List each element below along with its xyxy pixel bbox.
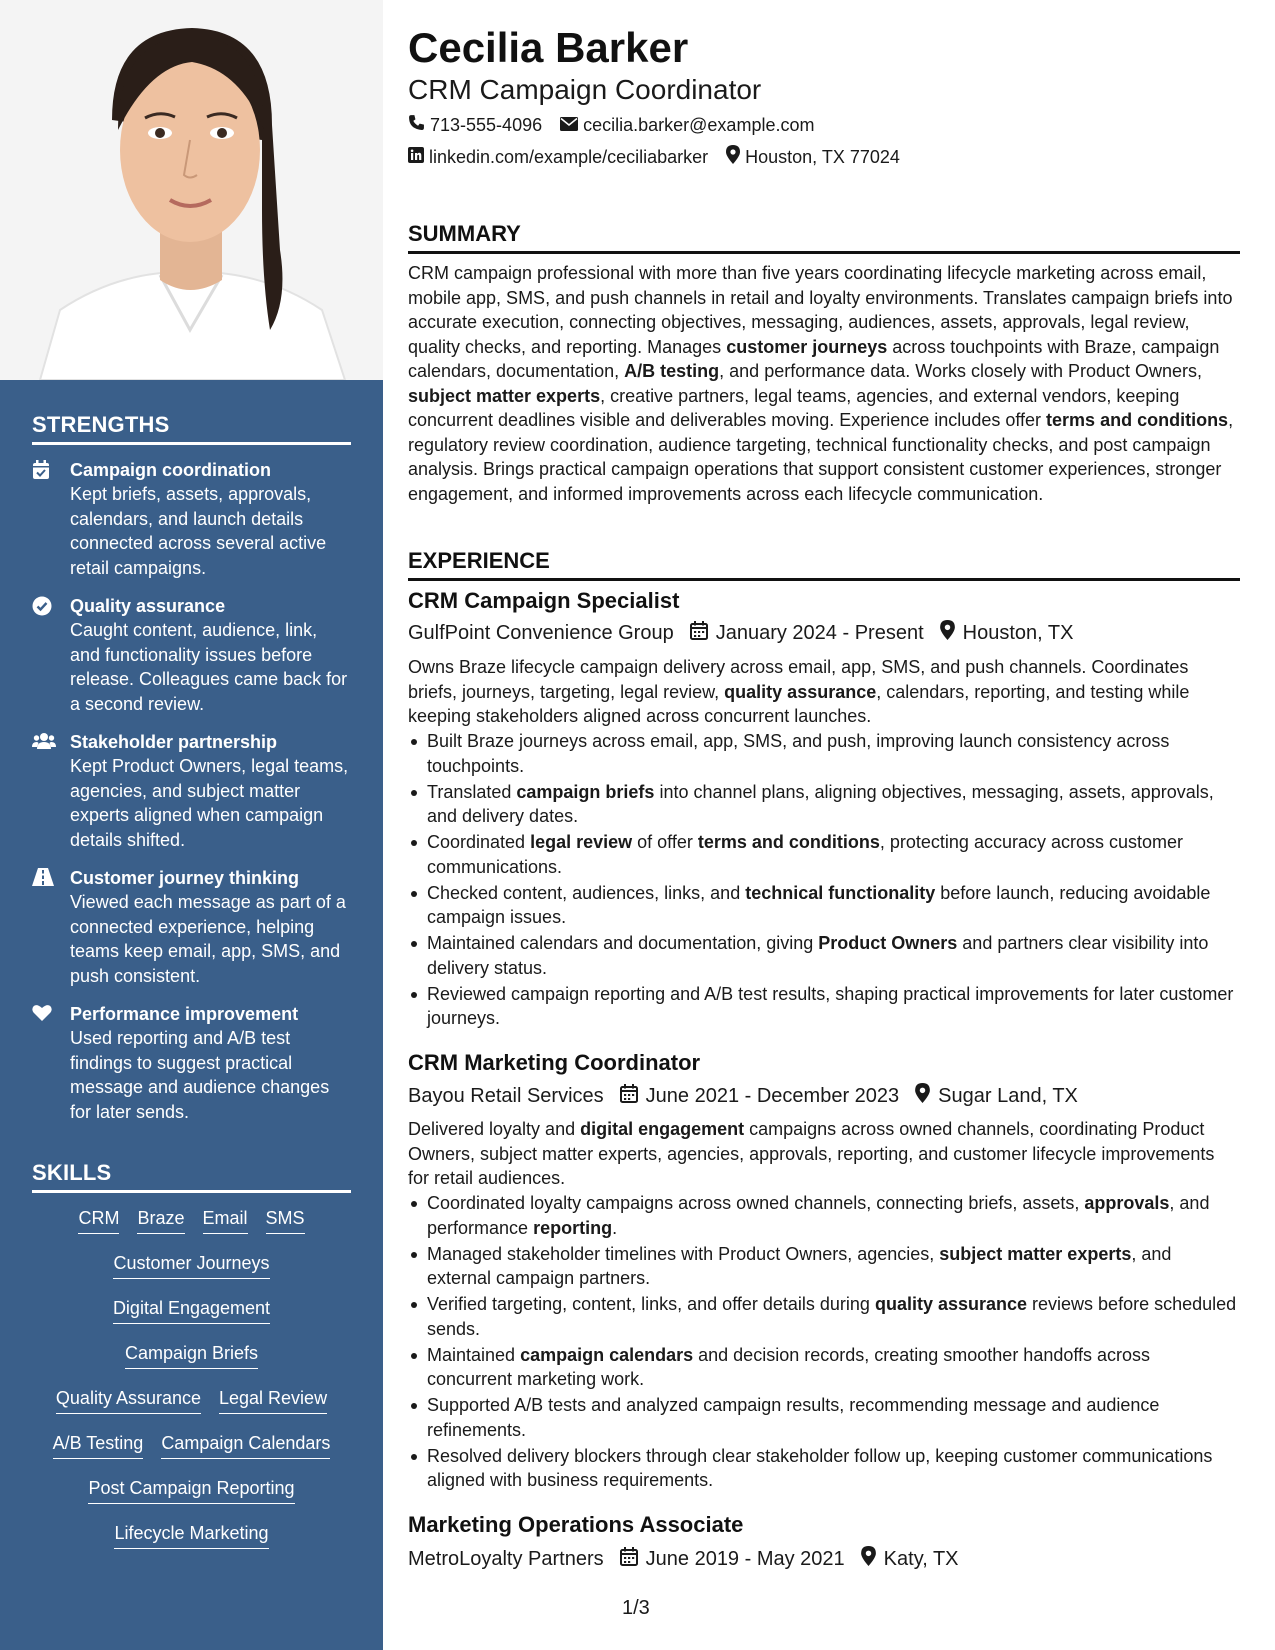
skill-tag: Lifecycle Marketing — [114, 1520, 268, 1549]
skill-tag: Email — [203, 1205, 248, 1234]
bullet-item: Coordinated loyalty campaigns across owned channels, connecting briefs, assets, approvals, and performance reporting. — [408, 1191, 1240, 1240]
heart-icon — [32, 1002, 70, 1124]
calendar-check-icon — [32, 458, 70, 580]
skill-tag: Campaign Calendars — [161, 1430, 330, 1459]
calendar-icon — [620, 1084, 638, 1109]
envelope-icon — [560, 115, 578, 136]
bullet-item: Coordinated legal review of offer terms and conditions, protecting accuracy across customer communications. — [408, 830, 1240, 879]
strength-desc: Used reporting and A/B test findings to suggest practical message and audience changes for later sends. — [70, 1028, 330, 1122]
strength-item — [32, 1002, 351, 1124]
phone-item — [408, 114, 542, 136]
calendar-icon — [690, 621, 708, 646]
job-meta — [408, 1083, 1094, 1109]
calendar-icon — [620, 1547, 638, 1572]
job-title: CRM Marketing Coordinator — [408, 1050, 701, 1075]
strength-desc: Kept Product Owners, legal teams, agencies, and subject matter experts aligned when campaign details shifted. — [70, 756, 349, 850]
bullet-item: Built Braze journeys across email, app, SMS, and push, improving launch consistency across touchpoints. — [408, 729, 1240, 778]
summary-part: , creative partners, legal teams, agencies, and external vendors, keeping concurrent deadlines visible and deliverables moving. Experience includes offer — [408, 385, 1180, 430]
skill-tag: Braze — [137, 1205, 184, 1234]
strength-title: Performance improvement — [70, 1004, 299, 1024]
strength-item — [32, 594, 351, 716]
job-location: Houston, TX — [962, 621, 1074, 644]
intro-part: digital engagement — [580, 1119, 745, 1139]
intro-part: campaigns across owned channels, coordinating Product Owners, subject matter experts, agencies, approvals, reporting, and customer lifecycle improvements for retail audiences. — [408, 1119, 1215, 1188]
strength-title: Campaign coordination — [70, 460, 272, 480]
summary-part: across touchpoints with Braze, campaign calendars, documentation, — [408, 336, 1220, 381]
strength-title: Stakeholder partnership — [70, 732, 278, 752]
summary-text — [408, 261, 1240, 506]
linkedin-icon — [408, 147, 424, 168]
skill-tag: Customer Journeys — [113, 1250, 269, 1279]
intro-part: quality assurance — [724, 681, 877, 702]
skill-row — [32, 1250, 351, 1295]
bullet-item: Verified targeting, content, links, and offer details during quality assurance reviews before scheduled sends. — [408, 1292, 1240, 1341]
intro-part: Delivered loyalty and — [408, 1119, 581, 1139]
skill-row — [32, 1385, 351, 1430]
strength-item — [32, 866, 351, 988]
summary-part: customer journeys — [726, 336, 888, 357]
skill-row — [32, 1340, 351, 1385]
job-bullets — [408, 729, 1240, 1032]
profile-photo — [0, 0, 383, 380]
skill-tag: Legal Review — [219, 1385, 327, 1414]
skill-row — [32, 1295, 351, 1340]
job-location: Katy, TX — [883, 1547, 959, 1570]
skill-tag: SMS — [266, 1205, 305, 1234]
skill-tag: Digital Engagement — [113, 1295, 270, 1324]
job-intro — [408, 655, 1240, 729]
job-intro — [408, 1117, 1240, 1191]
phone-icon — [408, 114, 425, 136]
candidate-name: Cecilia Barker — [408, 24, 689, 71]
job-location: Sugar Land, TX — [938, 1084, 1078, 1107]
map-pin-icon — [915, 1083, 930, 1109]
contact-row — [408, 145, 900, 169]
map-pin-icon — [940, 620, 955, 646]
bullet-item: Supported A/B tests and analyzed campaign results, recommending message and audience refinements. — [408, 1393, 1240, 1442]
bullet-item: Managed stakeholder timelines with Product Owners, agencies, subject matter experts, and external campaign partners. — [408, 1242, 1240, 1291]
contact-row — [408, 114, 814, 136]
company-name: MetroLoyalty Partners — [408, 1547, 604, 1570]
job-bullets — [408, 1191, 1240, 1494]
map-pin-icon — [861, 1546, 876, 1572]
skill-row — [32, 1430, 351, 1475]
skill-row — [32, 1475, 351, 1520]
strength-desc: Caught content, audience, link, and functionality issues before release. Colleagues came back for a second review. — [70, 620, 348, 714]
road-icon — [32, 866, 70, 988]
page-number: 1/3 — [622, 1597, 650, 1619]
bullet-item: Checked content, audiences, links, and technical functionality before launch, reducing avoidable campaign issues. — [408, 881, 1240, 930]
skill-tag: CRM — [78, 1205, 119, 1234]
map-pin-icon — [726, 145, 740, 169]
intro-part: Owns Braze lifecycle campaign delivery across email, app, SMS, and push channels. Coordinates briefs, journeys, targeting, legal review, — [408, 657, 1189, 702]
company-name: GulfPoint Convenience Group — [408, 621, 674, 644]
linkedin-item — [408, 147, 708, 168]
sidebar — [0, 0, 383, 1650]
job-meta — [408, 620, 1089, 646]
strengths-heading: STRENGTHS — [32, 412, 351, 445]
skills-heading: SKILLS — [32, 1160, 351, 1193]
experience-heading: EXPERIENCE — [408, 548, 1240, 581]
strength-item — [32, 458, 351, 580]
bullet-item: Reviewed campaign reporting and A/B test results, shaping practical improvements for later customer journeys. — [408, 982, 1240, 1031]
location-item — [726, 145, 900, 169]
bullet-item: Translated campaign briefs into channel plans, aligning objectives, messaging, assets, approvals, and delivery dates. — [408, 780, 1240, 829]
summary-part: subject matter experts — [408, 385, 601, 406]
candidate-role: CRM Campaign Coordinator — [408, 74, 762, 105]
summary-part: A/B testing — [624, 361, 720, 381]
email-item — [560, 115, 814, 136]
summary-part: terms and conditions — [1046, 410, 1229, 430]
strength-title: Customer journey thinking — [70, 868, 300, 888]
phone-text[interactable]: 713-555-4096 — [430, 114, 543, 135]
summary-part: CRM campaign professional with more than five years coordinating lifecycle marketing across email, mobile app, SMS, and push channels in retail and loyalty environments. Translates campaign briefs into accurate execution, connecting objectives, messaging, audiences, assets, approvals, legal review, quality checks, and reporting. Manages — [408, 263, 1233, 357]
check-circle-icon — [32, 594, 70, 716]
skill-tag: Quality Assurance — [56, 1385, 201, 1414]
strengths-list — [32, 458, 351, 1138]
job-title: Marketing Operations Associate — [408, 1512, 744, 1537]
company-name: Bayou Retail Services — [408, 1084, 604, 1107]
email-text[interactable]: cecilia.barker@example.com — [583, 114, 815, 135]
summary-part: , regulatory review coordination, audience targeting, technical functionality checks, and post campaign analysis. Brings practical campaign operations that support consistent customer experiences, stronger engagement, and informed improvements across each lifecycle communication. — [408, 410, 1234, 504]
strength-desc: Viewed each message as part of a connected experience, helping teams keep email, app, SMS, and push consistent. — [70, 892, 346, 986]
bullet-item: Resolved delivery blockers through clear stakeholder follow up, keeping customer communications aligned with business requirements. — [408, 1444, 1240, 1493]
summary-heading: SUMMARY — [408, 221, 1240, 254]
linkedin-text[interactable]: linkedin.com/example/ceciliabarker — [429, 146, 709, 167]
bullet-item: Maintained calendars and documentation, giving Product Owners and partners clear visibility into delivery status. — [408, 931, 1240, 980]
job-dates: January 2024 - Present — [715, 621, 924, 644]
skills-list — [32, 1205, 351, 1565]
strength-item — [32, 730, 351, 852]
job-meta — [408, 1546, 975, 1572]
job-dates: June 2021 - December 2023 — [645, 1084, 900, 1107]
bullet-item: Maintained campaign calendars and decision records, creating smoother handoffs across concurrent marketing work. — [408, 1343, 1240, 1392]
skill-tag: A/B Testing — [53, 1430, 144, 1459]
skill-row — [32, 1520, 351, 1565]
summary-part: , and performance data. Works closely with Product Owners, — [719, 361, 1203, 381]
strength-desc: Kept briefs, assets, approvals, calendars, and launch details connected across several active retail campaigns. — [70, 484, 327, 578]
skill-row — [32, 1205, 351, 1250]
strength-title: Quality assurance — [70, 596, 226, 616]
job-title: CRM Campaign Specialist — [408, 588, 680, 613]
intro-part: , calendars, reporting, and testing while keeping stakeholders aligned across concurrent launches. — [408, 681, 1190, 726]
job-dates: June 2019 - May 2021 — [645, 1547, 845, 1570]
location-text: Houston, TX 77024 — [745, 146, 900, 167]
users-icon — [32, 730, 70, 852]
skill-tag: Campaign Briefs — [125, 1340, 258, 1369]
skill-tag: Post Campaign Reporting — [88, 1475, 294, 1504]
